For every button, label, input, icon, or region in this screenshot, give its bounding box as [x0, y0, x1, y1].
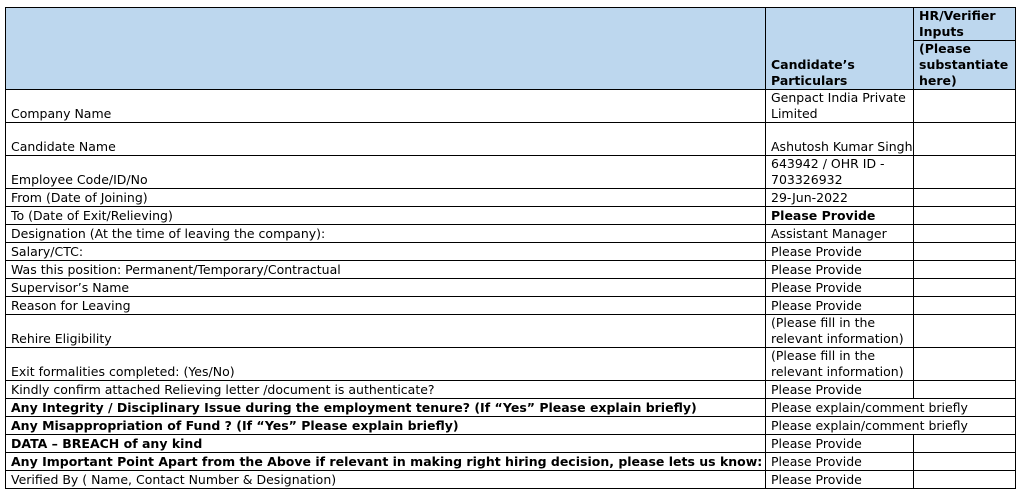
header-blank-cell — [6, 8, 766, 90]
hr-input-cell[interactable] — [914, 261, 1016, 279]
row-label: Salary/CTC: — [6, 243, 766, 261]
table-row — [6, 243, 1016, 261]
table-row — [6, 279, 1016, 297]
row-label: Verified By ( Name, Contact Number & Designation) — [6, 471, 766, 489]
table-row — [6, 123, 1016, 156]
row-label: Supervisor’s Name — [6, 279, 766, 297]
row-value[interactable]: Please Provide — [766, 381, 914, 399]
row-value[interactable]: Please Provide — [766, 279, 914, 297]
row-label: Designation (At the time of leaving the company): — [6, 225, 766, 243]
hr-input-cell[interactable] — [914, 225, 1016, 243]
row-value[interactable]: (Please fill in the relevant information) — [766, 348, 914, 381]
hr-input-cell[interactable] — [914, 90, 1016, 123]
row-label: Candidate Name — [6, 123, 766, 156]
row-value[interactable]: Please explain/comment briefly — [766, 399, 1016, 417]
hr-input-cell[interactable] — [914, 297, 1016, 315]
table-row — [6, 225, 1016, 243]
table-row — [6, 417, 1016, 435]
row-value[interactable]: Please Provide — [766, 297, 914, 315]
table-row — [6, 261, 1016, 279]
header-hr-inputs: HR/Verifier Inputs — [914, 8, 1016, 41]
row-label: Was this position: Permanent/Temporary/Contractual — [6, 261, 766, 279]
row-label: Any Misappropriation of Fund ? (If “Yes” Please explain briefly) — [6, 417, 766, 435]
row-label: Exit formalities completed: (Yes/No) — [6, 348, 766, 381]
form-rows — [6, 90, 1016, 489]
hr-input-cell[interactable] — [914, 189, 1016, 207]
row-value[interactable]: Assistant Manager — [766, 225, 914, 243]
row-label: To (Date of Exit/Relieving) — [6, 207, 766, 225]
header-candidate-particulars: Candidate’s Particulars — [766, 8, 914, 90]
row-value[interactable]: 29-Jun-2022 — [766, 189, 914, 207]
row-value[interactable]: Genpact India Private Limited — [766, 90, 914, 123]
row-value[interactable]: Please Provide — [766, 207, 914, 225]
row-value[interactable]: Please Provide — [766, 243, 914, 261]
row-label: Company Name — [6, 90, 766, 123]
hr-input-cell[interactable] — [914, 243, 1016, 261]
table-row — [6, 453, 1016, 471]
row-label: Reason for Leaving — [6, 297, 766, 315]
row-label: From (Date of Joining) — [6, 189, 766, 207]
hr-input-cell[interactable] — [914, 315, 1016, 348]
table-row — [6, 399, 1016, 417]
table-row — [6, 435, 1016, 453]
row-label: Employee Code/ID/No — [6, 156, 766, 189]
hr-input-cell[interactable] — [914, 435, 1016, 453]
table-row — [6, 297, 1016, 315]
row-label: DATA – BREACH of any kind — [6, 435, 766, 453]
table-row — [6, 315, 1016, 348]
row-value[interactable]: Please Provide — [766, 453, 914, 471]
row-value[interactable]: (Please fill in the relevant information) — [766, 315, 914, 348]
table-row — [6, 156, 1016, 189]
row-value[interactable]: Please Provide — [766, 261, 914, 279]
row-label: Any Integrity / Disciplinary Issue during the employment tenure? (If “Yes” Please explain briefly) — [6, 399, 766, 417]
table-row — [6, 348, 1016, 381]
hr-input-cell[interactable] — [914, 123, 1016, 156]
header-hr-note: (Please substantiate here) — [914, 41, 1016, 90]
row-label: Rehire Eligibility — [6, 315, 766, 348]
table-row — [6, 90, 1016, 123]
hr-input-cell[interactable] — [914, 381, 1016, 399]
table-row — [6, 207, 1016, 225]
row-label: Any Important Point Apart from the Above if relevant in making right hiring decision, please lets us know: — [6, 453, 766, 471]
hr-input-cell[interactable] — [914, 279, 1016, 297]
table-row — [6, 189, 1016, 207]
row-value[interactable]: 643942 / OHR ID - 703326932 — [766, 156, 914, 189]
hr-input-cell[interactable] — [914, 453, 1016, 471]
hr-input-cell[interactable] — [914, 156, 1016, 189]
row-label: Kindly confirm attached Relieving letter /document is authenticate? — [6, 381, 766, 399]
hr-input-cell[interactable] — [914, 471, 1016, 489]
row-value[interactable]: Please explain/comment briefly — [766, 417, 1016, 435]
verification-form-table — [5, 7, 1016, 489]
hr-input-cell[interactable] — [914, 348, 1016, 381]
row-value[interactable]: Please Provide — [766, 471, 914, 489]
row-value[interactable]: Please Provide — [766, 435, 914, 453]
row-value[interactable]: Ashutosh Kumar Singh — [766, 123, 914, 156]
table-row — [6, 471, 1016, 489]
table-row — [6, 381, 1016, 399]
hr-input-cell[interactable] — [914, 207, 1016, 225]
